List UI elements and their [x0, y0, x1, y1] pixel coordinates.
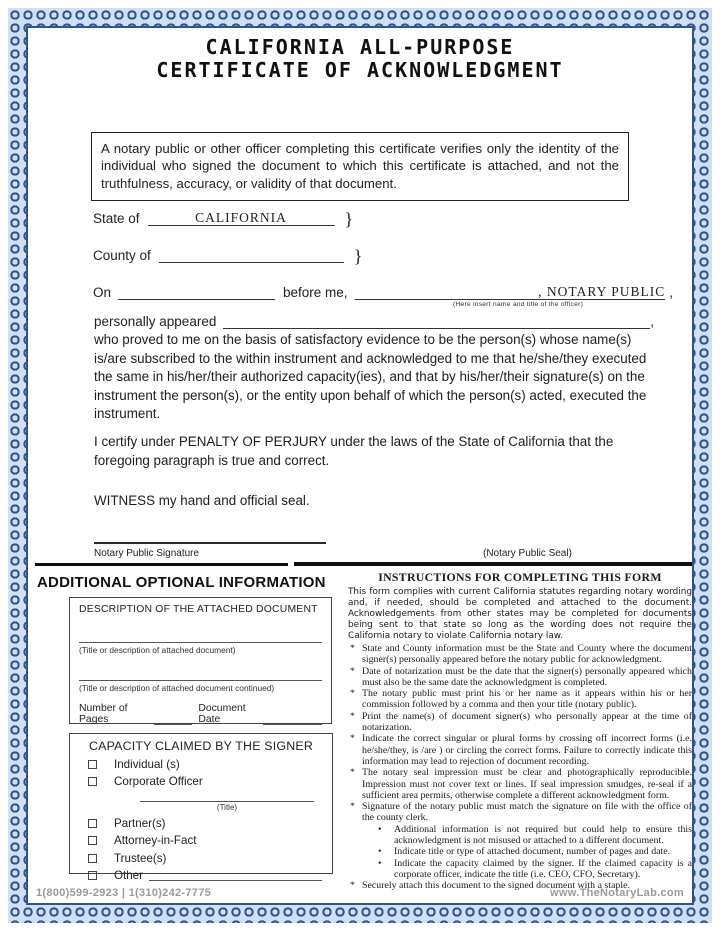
date-fill-line[interactable] — [118, 284, 275, 300]
capacity-label-attorney: Attorney-in-Fact — [114, 834, 197, 847]
bullet-text: The notary seal impression must be clear and photographically reproducible. Impression must not cover text or lines. If seal impression smudges, re-seal if a sufficient area permits, otherwise complete a different acknowledgment form. — [362, 767, 692, 801]
bullet-text: Indicate the capacity claimed by the signer. If the claimed capacity is a corporate officer, indicate the title (i.e. CEO, CFO, Secretary). — [394, 857, 692, 880]
instruction-sub-bullet — [348, 846, 692, 857]
notary-name-fill-line[interactable] — [355, 284, 666, 300]
state-fill-line[interactable] — [148, 210, 335, 226]
county-brace: } — [353, 246, 363, 266]
before-me-label: before me, — [283, 285, 348, 300]
description-box-heading: DESCRIPTION OF THE ATTACHED DOCUMENT — [79, 604, 318, 615]
notary-signature-line[interactable] — [94, 542, 326, 544]
capacity-box — [69, 733, 333, 882]
instruction-bullet — [348, 711, 692, 734]
bullet-marker: * — [350, 801, 355, 813]
bullet-marker: • — [378, 846, 382, 858]
pages-date-row — [79, 703, 322, 725]
capacity-item-trustee — [80, 852, 322, 865]
county-label: County of — [93, 248, 151, 263]
capacity-item-partner — [80, 817, 322, 830]
bullet-marker: * — [350, 710, 355, 722]
instructions-bullets — [348, 643, 692, 892]
bullet-text: The notary public must print his or her name as it appears within his or her commission followed by a comma and then your title (notary public). — [362, 688, 692, 711]
section-divider-right — [294, 562, 692, 566]
bullet-marker: * — [350, 688, 355, 700]
bullet-marker: * — [350, 767, 355, 779]
document-description-box — [69, 597, 332, 724]
instruction-sub-bullet — [348, 824, 692, 847]
document-date-label: Document Date — [198, 703, 246, 725]
bullet-text: Additional information is not required but could help to ensure this acknowledgment is not misused or attached to a different document. — [394, 823, 692, 847]
instruction-bullet — [348, 733, 692, 767]
seal-label: (Notary Public Seal) — [483, 548, 572, 559]
notary-disclosure-box — [91, 132, 629, 201]
page-title — [28, 36, 692, 82]
bullet-marker: • — [378, 857, 382, 869]
bullet-text: Print the name(s) of document signer(s) who personally appear at the time of notarization. — [362, 710, 692, 734]
bullet-marker: * — [350, 733, 355, 745]
state-label: State of — [93, 211, 140, 226]
capacity-label-other: Other — [114, 869, 143, 882]
acknowledgment-paragraph-text: who proved to me on the basis of satisfactory evidence to be the person(s) whose name(s) is/are subscribed to the within instrument and acknowledged to me that he/she/they executed the same in his/her/their authorized capacity(ies), and that by his/her/their signature(s) on the instrument the person(s), or the entity upon behalf of which the person(s) acted, executed the instrument. — [94, 332, 647, 421]
checkbox-corporate-officer[interactable] — [88, 777, 97, 786]
date-notary-row — [93, 284, 673, 308]
checkbox-partner[interactable] — [88, 819, 97, 828]
checkbox-attorney-in-fact[interactable] — [88, 836, 97, 845]
instruction-bullet — [348, 643, 692, 666]
capacity-item-corporate-officer — [80, 775, 322, 788]
form-content — [26, 26, 694, 905]
personally-appeared-label: personally appeared — [94, 314, 217, 329]
section-divider-left — [35, 563, 288, 566]
county-row — [93, 246, 363, 266]
other-fill-line[interactable] — [149, 870, 322, 881]
optional-info-heading: ADDITIONAL OPTIONAL INFORMATION — [37, 574, 326, 591]
acknowledgment-paragraph — [94, 331, 648, 424]
bullet-text: Securely attach this document to the signed document with a staple. — [362, 880, 630, 892]
personally-appeared-row — [94, 313, 654, 329]
page-title-line2: CERTIFICATE OF ACKNOWLEDGMENT — [156, 58, 564, 82]
witness-line-text: WITNESS my hand and official seal. — [94, 493, 310, 508]
bullet-text: Indicate title or type of attached document, number of pages and date. — [394, 846, 671, 858]
officer-caption: (Here insert name and title of the officer) — [452, 301, 584, 308]
checkbox-individual[interactable] — [88, 760, 97, 769]
comma: , — [650, 314, 654, 329]
pages-fill-line[interactable] — [154, 714, 192, 725]
capacity-box-heading: CAPACITY CLAIMED BY THE SIGNER — [88, 739, 314, 753]
instruction-bullet — [348, 666, 692, 689]
footer-website[interactable]: www.TheNotaryLab.com — [550, 887, 684, 899]
county-fill-line[interactable] — [159, 247, 344, 263]
capacity-item-individual — [80, 758, 322, 771]
date-fill-line-small[interactable] — [263, 714, 322, 725]
bullet-marker: • — [378, 823, 382, 835]
instructions-intro: This form complies with current California statutes regarding notary wording and, if needed, should be completed and attached to the document. Acknowledgements from other states may be completed for documents being sent to that state so long as the wording does not require the California notary to violate California notary law. — [348, 587, 692, 641]
bullet-text: State and County information must be the State and County where the document signer(s) personally appeared before the notary public for acknowledgment. — [362, 643, 692, 666]
signature-label: Notary Public Signature — [94, 548, 200, 559]
page-title-line1: CALIFORNIA ALL-PURPOSE — [205, 35, 515, 59]
document-title-fill-line[interactable] — [79, 631, 322, 643]
document-title-continued-fill-line[interactable] — [79, 669, 322, 681]
perjury-paragraph — [94, 433, 648, 470]
capacity-item-other — [80, 869, 322, 882]
pages-label: Number of Pages — [79, 703, 128, 725]
state-value: CALIFORNIA — [195, 210, 287, 225]
instructions-column — [348, 570, 692, 892]
capacity-item-attorney — [80, 834, 322, 847]
instruction-bullet — [348, 767, 692, 801]
checkbox-trustee[interactable] — [88, 854, 97, 863]
signer-names-fill-line[interactable] — [223, 313, 650, 329]
instruction-bullet — [348, 801, 692, 824]
bullet-marker: * — [350, 880, 355, 892]
instruction-sub-bullet — [348, 858, 692, 881]
corporate-title-caption: (Title) — [216, 803, 238, 812]
capacity-label-individual: Individual (s) — [114, 757, 180, 771]
corporate-title-fill-line[interactable] — [140, 794, 314, 802]
capacity-label-trustee: Trustee(s) — [114, 851, 167, 865]
trailing-comma: , — [669, 285, 673, 300]
instruction-bullet — [348, 688, 692, 711]
notary-public-value: , NOTARY PUBLIC — [538, 284, 666, 299]
footer-phone: 1(800)599-2923 | 1(310)242-7775 — [36, 887, 212, 899]
checkbox-other[interactable] — [88, 871, 97, 880]
document-title-continued-caption: (Title or description of attached document continued) — [79, 683, 275, 693]
capacity-label-corporate-officer: Corporate Officer — [114, 775, 203, 788]
document-title-caption: (Title or description of attached document) — [79, 645, 236, 655]
bullet-marker: * — [350, 643, 355, 654]
bullet-marker: * — [350, 665, 355, 677]
bullet-text: Indicate the correct singular or plural forms by crossing off incorrect forms (i.e. he/she/they, is /are ) or circling the correct forms. Failure to correctly indicate this information may lead to rejection of document recording. — [362, 733, 692, 767]
bullet-text: Signature of the notary public must match the signature on file with the office of the county clerk. — [362, 801, 692, 824]
state-brace: } — [344, 209, 354, 229]
on-label: On — [93, 285, 112, 300]
state-row — [93, 209, 354, 229]
perjury-paragraph-text: I certify under PENALTY OF PERJURY under the laws of the State of California that the foregoing paragraph is true and correct. — [94, 434, 614, 468]
notary-disclosure-text: A notary public or other officer completing this certificate verifies only the identity of the individual who signed the document to which this certificate is attached, and not the truthfulness, accuracy, or validity of that document. — [101, 141, 619, 191]
bullet-text: Date of notarization must be the date that the signer(s) personally appeared which must also be the same date the acknowledgment is completed. — [362, 665, 692, 688]
instructions-heading: INSTRUCTIONS FOR COMPLETING THIS FORM — [378, 570, 662, 584]
witness-line — [94, 492, 648, 511]
capacity-label-partner: Partner(s) — [114, 816, 166, 830]
